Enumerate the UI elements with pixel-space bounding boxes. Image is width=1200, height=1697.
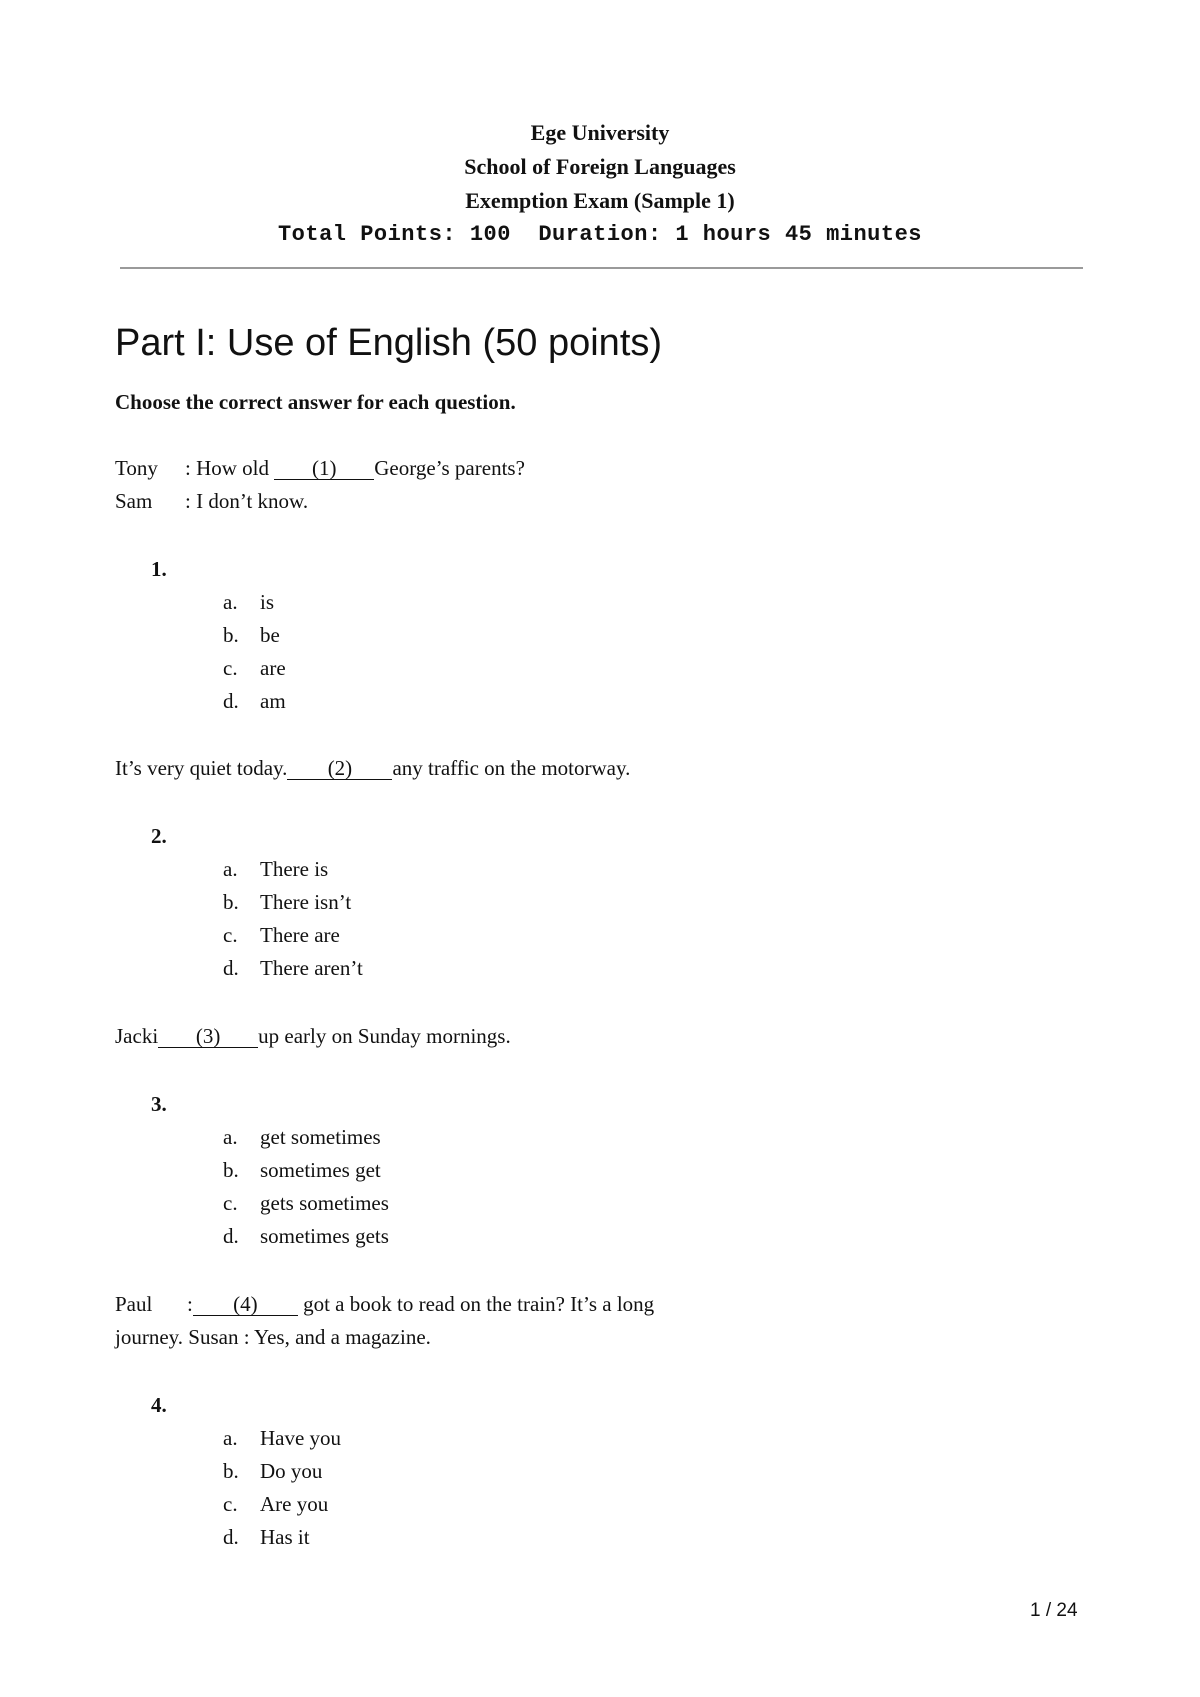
q3-option-a[interactable] [223, 1121, 381, 1154]
option-text: Do you [260, 1459, 323, 1483]
q4-colon: : [187, 1292, 193, 1316]
exam-header [0, 116, 1200, 252]
instruction: Choose the correct answer for each question. [115, 390, 516, 414]
q2-option-c[interactable] [223, 919, 340, 952]
option-letter: a. [223, 1125, 238, 1149]
q1-prompt-line-2 [115, 485, 308, 518]
exam-meta: Total Points: 100 Duration: 1 hours 45 minutes [277, 222, 922, 247]
q1-speaker-1: Tony [115, 456, 158, 480]
option-letter: d. [223, 689, 239, 713]
option-letter: b. [223, 1158, 239, 1182]
q1-option-a[interactable] [223, 586, 274, 619]
q3-prompt [115, 1020, 511, 1053]
option-text: is [260, 590, 275, 614]
option-text: There is [260, 857, 329, 881]
option-text: sometimes get [260, 1158, 381, 1182]
q4-blank: (4) [193, 1293, 298, 1316]
q2-option-d[interactable] [223, 952, 363, 985]
option-letter: b. [223, 623, 239, 647]
option-letter: a. [223, 1426, 238, 1450]
q3-blank: (3) [158, 1025, 258, 1048]
q3-option-d[interactable] [223, 1220, 389, 1253]
option-letter: a. [223, 590, 238, 614]
q3-prompt-pre: Jacki [115, 1024, 159, 1048]
q2-option-a[interactable] [223, 853, 328, 886]
option-letter: b. [223, 1459, 239, 1483]
school-name: School of Foreign Languages [464, 154, 736, 179]
q2-prompt-pre: It’s very quiet today. [115, 756, 288, 780]
q1-number: 1. [151, 557, 167, 581]
q1-speaker-2: Sam [115, 489, 153, 513]
q2-number: 2. [151, 824, 167, 848]
option-letter: c. [223, 923, 238, 947]
q3-number: 3. [151, 1092, 167, 1116]
q1-blank: (1) [274, 457, 374, 480]
option-text: be [260, 623, 280, 647]
option-text: get sometimes [260, 1125, 381, 1149]
q4-prompt-post: got a book to read on the train? It’s a long [297, 1292, 655, 1316]
q1-prompt-line-2-text: : I don’t know. [185, 489, 309, 513]
q1-prompt-post: George’s parents? [374, 456, 525, 480]
q4-option-d[interactable] [223, 1521, 310, 1554]
option-text: There aren’t [260, 956, 363, 980]
q4-number: 4. [151, 1393, 167, 1417]
q4-prompt-line-2: journey. Susan : Yes, and a magazine. [115, 1325, 431, 1349]
q1-option-c[interactable] [223, 652, 286, 685]
option-text: Are you [260, 1492, 329, 1516]
option-text: Has it [260, 1525, 310, 1549]
university-name: Ege University [530, 120, 670, 145]
option-text: gets sometimes [260, 1191, 389, 1215]
q3-option-c[interactable] [223, 1187, 389, 1220]
q1-option-d[interactable] [223, 685, 286, 718]
exam-title: Exemption Exam (Sample 1) [465, 188, 735, 213]
q1-option-b[interactable] [223, 619, 280, 652]
q4-option-c[interactable] [223, 1488, 328, 1521]
option-text: There are [260, 923, 340, 947]
q2-prompt [115, 752, 630, 785]
option-letter: b. [223, 890, 239, 914]
option-text: There isn’t [260, 890, 352, 914]
q2-blank: (2) [287, 757, 392, 780]
q3-prompt-post: up early on Sunday mornings. [258, 1024, 511, 1048]
q2-prompt-post: any traffic on the motorway. [392, 756, 631, 780]
option-letter: c. [223, 1492, 238, 1516]
option-text: are [260, 656, 286, 680]
q4-option-a[interactable] [223, 1422, 341, 1455]
header-divider [120, 267, 1083, 269]
option-text: Have you [260, 1426, 342, 1450]
option-text: am [260, 689, 286, 713]
q4-speaker: Paul [115, 1292, 153, 1316]
q4-prompt-line-1 [115, 1288, 654, 1321]
q4-option-b[interactable] [223, 1455, 322, 1488]
option-letter: d. [223, 1525, 239, 1549]
option-text: sometimes gets [260, 1224, 389, 1248]
option-letter: a. [223, 857, 238, 881]
option-letter: c. [223, 1191, 238, 1215]
part-title: Part I: Use of English (50 points) [115, 322, 663, 364]
option-letter: d. [223, 956, 239, 980]
option-letter: c. [223, 656, 238, 680]
q1-prompt-line-1 [115, 452, 525, 485]
page-number: 1 / 24 [1030, 1600, 1078, 1621]
q3-option-b[interactable] [223, 1154, 381, 1187]
q2-option-b[interactable] [223, 886, 351, 919]
option-letter: d. [223, 1224, 239, 1248]
q1-prompt-pre: : How old [185, 456, 275, 480]
